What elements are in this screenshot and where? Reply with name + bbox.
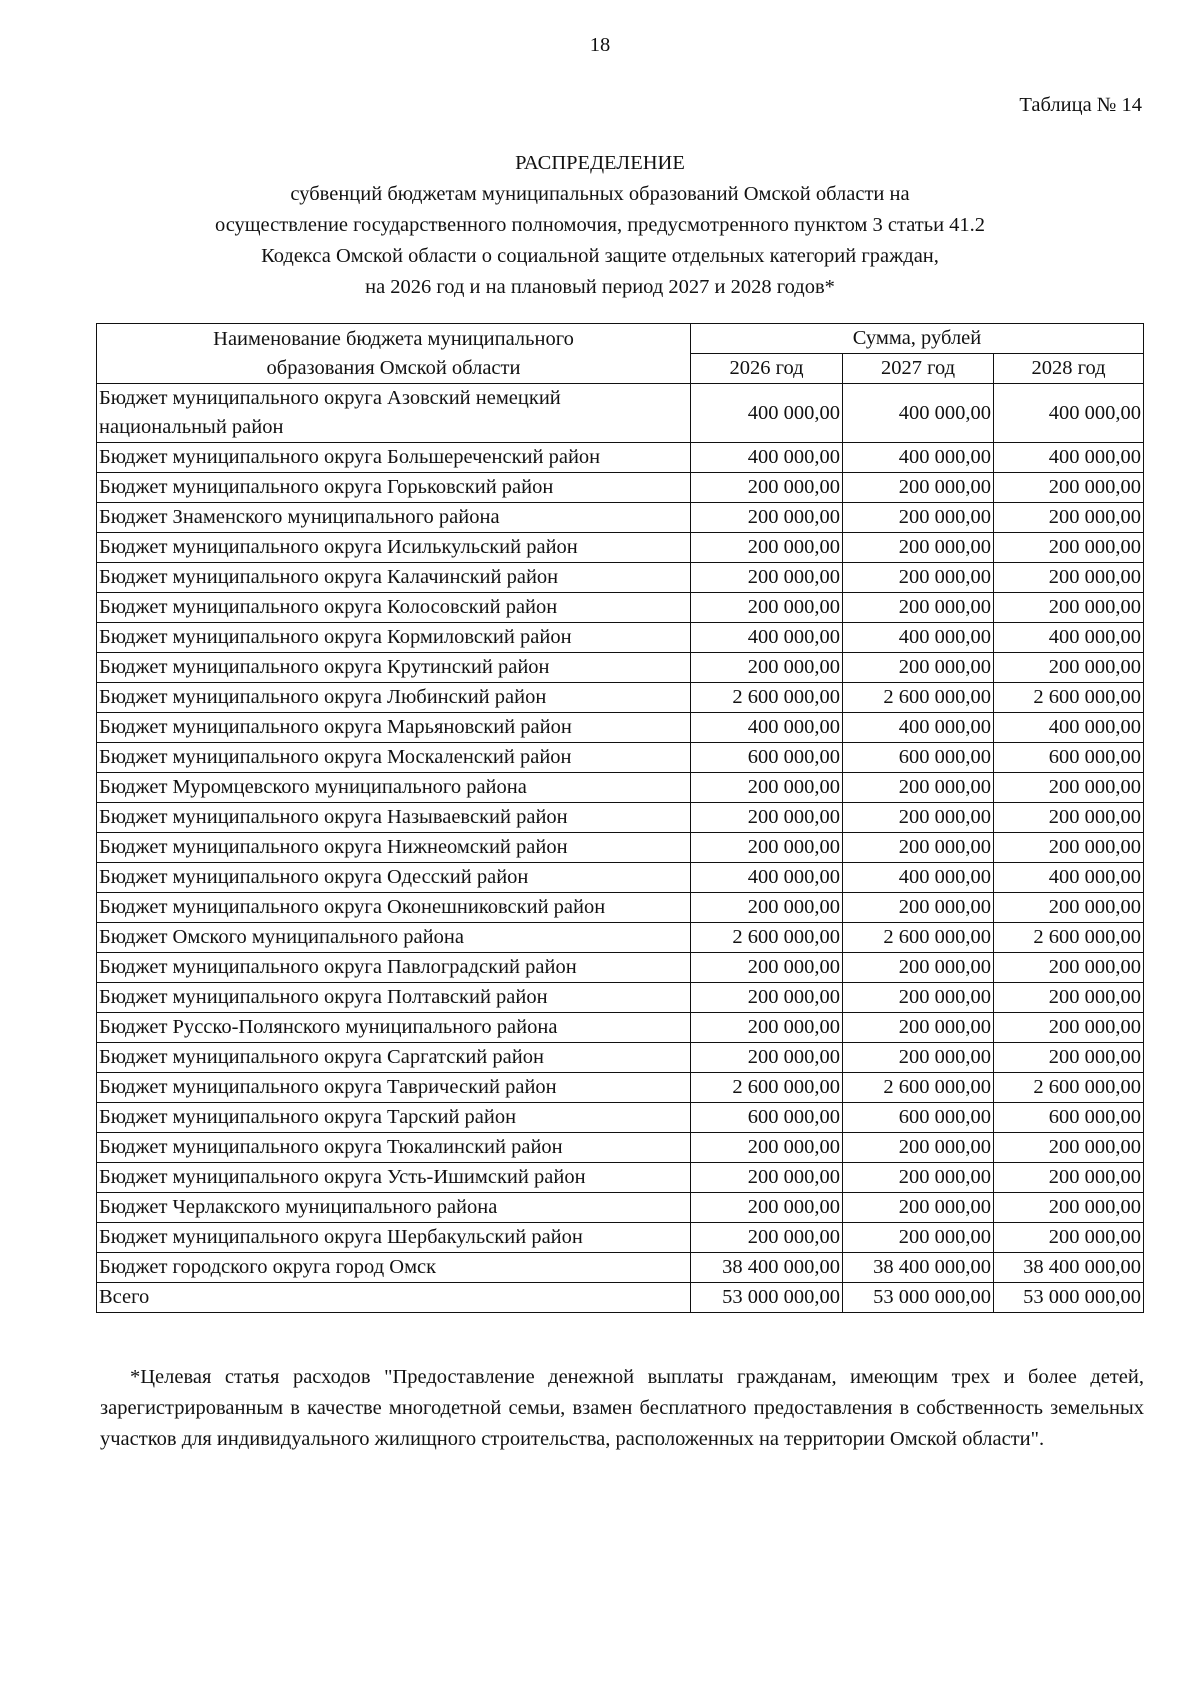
title-line: РАСПРЕДЕЛЕНИЕ — [515, 152, 685, 174]
amount-cell: 200 000,00 — [691, 533, 843, 563]
table-row — [97, 1133, 1144, 1163]
document-title — [100, 148, 1100, 303]
municipality-name: Бюджет Муромцевского муниципального района — [97, 773, 691, 803]
amount-cell: 2 600 000,00 — [994, 1073, 1144, 1103]
table-row — [97, 863, 1144, 893]
amount-cell: 200 000,00 — [843, 653, 994, 683]
table-row — [97, 503, 1144, 533]
table-row — [97, 384, 1144, 443]
amount-cell: 200 000,00 — [843, 893, 994, 923]
amount-cell: 200 000,00 — [843, 563, 994, 593]
amount-cell: 400 000,00 — [691, 623, 843, 653]
table-row — [97, 893, 1144, 923]
amount-cell: 200 000,00 — [994, 563, 1144, 593]
amount-cell: 2 600 000,00 — [691, 923, 843, 953]
amount-cell: 200 000,00 — [691, 653, 843, 683]
amount-cell: 2 600 000,00 — [691, 1073, 843, 1103]
amount-cell: 200 000,00 — [994, 1043, 1144, 1073]
amount-cell: 400 000,00 — [691, 443, 843, 473]
table-row — [97, 1103, 1144, 1133]
amount-cell: 200 000,00 — [843, 1133, 994, 1163]
amount-cell: 200 000,00 — [691, 1043, 843, 1073]
table-row — [97, 593, 1144, 623]
table-row — [97, 623, 1144, 653]
table-row — [97, 983, 1144, 1013]
amount-cell: 53 000 000,00 — [994, 1283, 1144, 1313]
municipality-name: Бюджет муниципального округа Азовский немецкий национальный район — [97, 384, 691, 443]
municipality-name: Бюджет муниципального округа Крутинский район — [97, 653, 691, 683]
amount-cell: 400 000,00 — [691, 713, 843, 743]
amount-cell: 200 000,00 — [691, 893, 843, 923]
header-year: 2026 год — [691, 354, 843, 384]
table-row — [97, 683, 1144, 713]
municipality-name: Бюджет муниципального округа Горьковский район — [97, 473, 691, 503]
amount-cell: 200 000,00 — [843, 533, 994, 563]
footnote: *Целевая статья расходов "Предоставление денежной выплаты гражданам, имеющим трех и более детей, зарегистрированным в качестве многодетной семьи, взамен бесплатного предоставления в собственность земельных участков для индивидуального жилищного строительства, расположенных на территории Омской области". — [100, 1366, 1144, 1450]
amount-cell: 200 000,00 — [994, 1013, 1144, 1043]
amount-cell: 200 000,00 — [691, 1133, 843, 1163]
amount-cell: 38 400 000,00 — [843, 1253, 994, 1283]
amount-cell: 38 400 000,00 — [691, 1253, 843, 1283]
municipality-name: Бюджет муниципального округа Тюкалинский район — [97, 1133, 691, 1163]
amount-cell: 2 600 000,00 — [994, 683, 1144, 713]
table-number: Таблица № 14 — [1019, 94, 1142, 116]
table-row — [97, 743, 1144, 773]
amount-cell: 200 000,00 — [843, 593, 994, 623]
amount-cell: 400 000,00 — [994, 443, 1144, 473]
table-row — [97, 1223, 1144, 1253]
amount-cell: 400 000,00 — [994, 623, 1144, 653]
amount-cell: 200 000,00 — [843, 473, 994, 503]
amount-cell: 200 000,00 — [843, 1223, 994, 1253]
amount-cell: 200 000,00 — [994, 1223, 1144, 1253]
table-row — [97, 473, 1144, 503]
amount-cell: 400 000,00 — [994, 384, 1144, 443]
amount-cell: 200 000,00 — [691, 473, 843, 503]
title-line: на 2026 год и на плановый период 2027 и 2028 годов* — [365, 276, 835, 298]
amount-cell: 200 000,00 — [691, 1163, 843, 1193]
municipality-name: Бюджет муниципального округа Одесский район — [97, 863, 691, 893]
municipality-name: Бюджет муниципального округа Павлоградский район — [97, 953, 691, 983]
page-number: 18 — [589, 34, 611, 56]
amount-cell: 200 000,00 — [843, 1163, 994, 1193]
amount-cell: 400 000,00 — [691, 384, 843, 443]
amount-cell: 600 000,00 — [994, 743, 1144, 773]
header-year: 2027 год — [843, 354, 994, 384]
municipality-name: Бюджет Черлакского муниципального района — [97, 1193, 691, 1223]
amount-cell: 600 000,00 — [994, 1103, 1144, 1133]
amount-cell: 200 000,00 — [691, 983, 843, 1013]
amount-cell: 200 000,00 — [691, 773, 843, 803]
table-row — [97, 833, 1144, 863]
amount-cell: 38 400 000,00 — [994, 1253, 1144, 1283]
amount-cell: 200 000,00 — [994, 1163, 1144, 1193]
amount-cell: 200 000,00 — [994, 893, 1144, 923]
amount-cell: 200 000,00 — [691, 1223, 843, 1253]
amount-cell: 200 000,00 — [691, 803, 843, 833]
municipality-name: Бюджет муниципального округа Полтавский район — [97, 983, 691, 1013]
table-row — [97, 1253, 1144, 1283]
amount-cell: 2 600 000,00 — [843, 923, 994, 953]
amount-cell: 200 000,00 — [843, 803, 994, 833]
municipality-name: Бюджет муниципального округа Кормиловский район — [97, 623, 691, 653]
table-row — [97, 773, 1144, 803]
amount-cell: 200 000,00 — [843, 503, 994, 533]
amount-cell: 200 000,00 — [994, 503, 1144, 533]
title-line: субвенций бюджетам муниципальных образований Омской области на — [290, 183, 910, 205]
amount-cell: 200 000,00 — [843, 1193, 994, 1223]
table-row — [97, 443, 1144, 473]
amount-cell: 200 000,00 — [843, 983, 994, 1013]
table-row — [97, 803, 1144, 833]
municipality-name: Бюджет муниципального округа Усть-Ишимский район — [97, 1163, 691, 1193]
municipality-name: Бюджет муниципального округа Марьяновский район — [97, 713, 691, 743]
municipality-name: Бюджет муниципального округа Москаленский район — [97, 743, 691, 773]
amount-cell: 200 000,00 — [994, 533, 1144, 563]
amount-cell: 200 000,00 — [691, 833, 843, 863]
title-line: осуществление государственного полномочия, предусмотренного пунктом 3 статьи 41.2 — [214, 214, 986, 236]
amount-cell: 400 000,00 — [843, 443, 994, 473]
municipality-name: Бюджет муниципального округа Шербакульский район — [97, 1223, 691, 1253]
amount-cell: 2 600 000,00 — [691, 683, 843, 713]
municipality-name: Бюджет муниципального округа Саргатский район — [97, 1043, 691, 1073]
amount-cell: 200 000,00 — [994, 593, 1144, 623]
amount-cell: 200 000,00 — [843, 833, 994, 863]
table-row — [97, 953, 1144, 983]
amount-cell: 200 000,00 — [994, 1193, 1144, 1223]
table-row — [97, 713, 1144, 743]
table-row — [97, 563, 1144, 593]
header-year: 2028 год — [994, 354, 1144, 384]
amount-cell: 2 600 000,00 — [994, 923, 1144, 953]
amount-cell: 400 000,00 — [994, 863, 1144, 893]
amount-cell: 200 000,00 — [994, 953, 1144, 983]
municipality-name: Бюджет муниципального округа Любинский район — [97, 683, 691, 713]
municipality-name: Бюджет муниципального округа Исилькульский район — [97, 533, 691, 563]
amount-cell: 200 000,00 — [994, 803, 1144, 833]
municipality-name: Бюджет муниципального округа Оконешниковский район — [97, 893, 691, 923]
table-row — [97, 923, 1144, 953]
amount-cell: 200 000,00 — [843, 773, 994, 803]
amount-cell: 200 000,00 — [994, 833, 1144, 863]
title-line: Кодекса Омской области о социальной защите отдельных категорий граждан, — [261, 245, 939, 267]
header-name: Наименование бюджета муниципального образования Омской области — [97, 324, 691, 384]
amount-cell: 400 000,00 — [843, 384, 994, 443]
table-row — [97, 1043, 1144, 1073]
amount-cell: 200 000,00 — [994, 773, 1144, 803]
distribution-table — [96, 323, 1144, 1313]
amount-cell: 200 000,00 — [691, 953, 843, 983]
amount-cell: 400 000,00 — [843, 623, 994, 653]
total-row — [97, 1283, 1144, 1313]
municipality-name: Бюджет городского округа город Омск — [97, 1253, 691, 1283]
municipality-name: Бюджет муниципального округа Тарский район — [97, 1103, 691, 1133]
amount-cell: 53 000 000,00 — [691, 1283, 843, 1313]
amount-cell: 200 000,00 — [994, 983, 1144, 1013]
municipality-name: Бюджет муниципального округа Большереченский район — [97, 443, 691, 473]
amount-cell: 600 000,00 — [843, 743, 994, 773]
municipality-name: Бюджет Омского муниципального района — [97, 923, 691, 953]
municipality-name: Бюджет муниципального округа Таврический район — [97, 1073, 691, 1103]
header-sum: Сумма, рублей — [691, 324, 1144, 354]
table-row — [97, 1193, 1144, 1223]
amount-cell: 600 000,00 — [691, 743, 843, 773]
municipality-name: Всего — [97, 1283, 691, 1313]
amount-cell: 200 000,00 — [994, 653, 1144, 683]
table-row — [97, 1013, 1144, 1043]
amount-cell: 200 000,00 — [691, 593, 843, 623]
amount-cell: 53 000 000,00 — [843, 1283, 994, 1313]
municipality-name: Бюджет Знаменского муниципального района — [97, 503, 691, 533]
table-row — [97, 1073, 1144, 1103]
amount-cell: 200 000,00 — [691, 1013, 843, 1043]
amount-cell: 200 000,00 — [843, 1043, 994, 1073]
table-row — [97, 653, 1144, 683]
amount-cell: 400 000,00 — [994, 713, 1144, 743]
amount-cell: 2 600 000,00 — [843, 1073, 994, 1103]
amount-cell: 400 000,00 — [691, 863, 843, 893]
municipality-name: Бюджет муниципального округа Колосовский район — [97, 593, 691, 623]
amount-cell: 600 000,00 — [691, 1103, 843, 1133]
municipality-name: Бюджет Русско-Полянского муниципального района — [97, 1013, 691, 1043]
municipality-name: Бюджет муниципального округа Калачинский район — [97, 563, 691, 593]
municipality-name: Бюджет муниципального округа Нижнеомский район — [97, 833, 691, 863]
amount-cell: 200 000,00 — [994, 473, 1144, 503]
municipality-name: Бюджет муниципального округа Называевский район — [97, 803, 691, 833]
amount-cell: 200 000,00 — [691, 1193, 843, 1223]
amount-cell: 400 000,00 — [843, 713, 994, 743]
table-row — [97, 533, 1144, 563]
amount-cell: 200 000,00 — [994, 1133, 1144, 1163]
amount-cell: 200 000,00 — [691, 563, 843, 593]
amount-cell: 600 000,00 — [843, 1103, 994, 1133]
table-row — [97, 1163, 1144, 1193]
amount-cell: 200 000,00 — [691, 503, 843, 533]
amount-cell: 200 000,00 — [843, 1013, 994, 1043]
amount-cell: 200 000,00 — [843, 953, 994, 983]
amount-cell: 2 600 000,00 — [843, 683, 994, 713]
amount-cell: 400 000,00 — [843, 863, 994, 893]
